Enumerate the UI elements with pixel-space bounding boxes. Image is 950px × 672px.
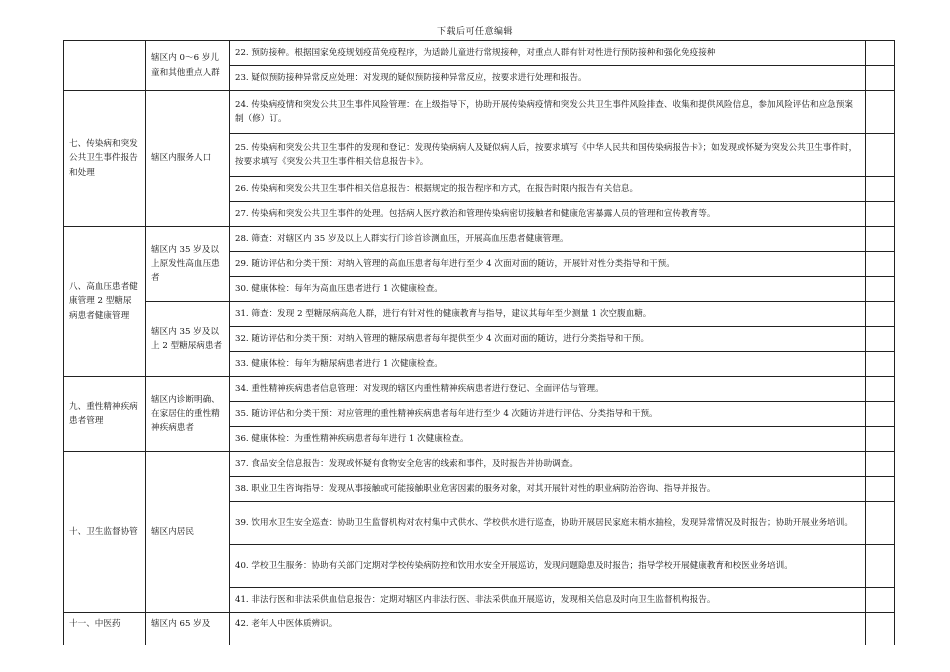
item-29: 29. 随访评估和分类干预：对纳入管理的高血压患者每年进行至少 4 次面对面的随访，开展针对性分类指导和干预。: [230, 252, 866, 277]
target-cell-10: 辖区内居民: [146, 452, 230, 613]
item-33: 33. 健康体检：每年为糖尿病患者进行 1 次健康检查。: [230, 352, 866, 377]
item-37: 37. 食品安全信息报告：发现或怀疑有食物安全危害的线索和事件，及时报告并协助调查。: [230, 452, 866, 477]
table-row: [64, 302, 895, 327]
item-24: 24. 传染病疫情和突发公共卫生事件风险管理：在上级指导下，协助开展传染病疫情和突发公共卫生事件风险排查、收集和提供风险信息，参加风险评估和应急预案制（修）订。: [230, 91, 866, 134]
category-cell-6: [64, 41, 146, 91]
item-31: 31. 筛查：发现 2 型糖尿病高危人群，进行有针对性的健康教育与指导，建议其每年至少测量 1 次空腹血糖。: [230, 302, 866, 327]
blank-cell: [866, 177, 895, 202]
item-41: 41. 非法行医和非法采供血信息报告：定期对辖区内非法行医、非法采供血开展巡访，发现相关信息及时向卫生监督机构报告。: [230, 588, 866, 613]
blank-cell: [866, 452, 895, 477]
blank-cell: [866, 252, 895, 277]
blank-cell: [866, 41, 895, 66]
blank-cell: [866, 327, 895, 352]
category-cell-8: 八、高血压患者健康管理 2 型糖尿病患者健康管理: [64, 227, 146, 377]
blank-cell: [866, 613, 895, 646]
target-cell-9: 辖区内诊断明确、在家居住的重性精神疾病患者: [146, 377, 230, 452]
blank-cell: [866, 302, 895, 327]
table-row: [64, 91, 895, 134]
table-row: [64, 41, 895, 66]
blank-cell: [866, 427, 895, 452]
blank-cell: [866, 377, 895, 402]
item-23: 23. 疑似预防接种异常反应处理：对发现的疑似预防接种异常反应，按要求进行处理和报告。: [230, 66, 866, 91]
blank-cell: [866, 134, 895, 177]
target-cell-6: 辖区内 0～6 岁儿童和其他重点人群: [146, 41, 230, 91]
blank-cell: [866, 545, 895, 588]
blank-cell: [866, 202, 895, 227]
blank-cell: [866, 277, 895, 302]
table-row: [64, 377, 895, 402]
item-27: 27. 传染病和突发公共卫生事件的处理。包括病人医疗救治和管理传染病密切接触者和健康危害暴露人员的管理和宣传教育等。: [230, 202, 866, 227]
category-cell-9: 九、重性精神疾病患者管理: [64, 377, 146, 452]
page-header: 下载后可任意编辑: [436, 27, 513, 37]
item-28: 28. 筛查：对辖区内 35 岁及以上人群实行门诊首诊测血压，开展高血压患者健康管理。: [230, 227, 866, 252]
item-32: 32. 随访评估和分类干预：对纳入管理的糖尿病患者每年提供至少 4 次面对面的随访，进行分类指导和干预。: [230, 327, 866, 352]
item-26: 26. 传染病和突发公共卫生事件相关信息报告：根据规定的报告程序和方式，在报告时限内报告有关信息。: [230, 177, 866, 202]
item-36: 36. 健康体检：为重性精神疾病患者每年进行 1 次健康检查。: [230, 427, 866, 452]
target-cell-8a: 辖区内 35 岁及以上原发性高血压患者: [146, 227, 230, 302]
table-row: [64, 227, 895, 252]
table-row: [64, 452, 895, 477]
target-cell-11: 辖区内 65 岁及: [146, 613, 230, 646]
item-34: 34. 重性精神疾病患者信息管理：对发现的辖区内重性精神疾病患者进行登记、全面评估与管理。: [230, 377, 866, 402]
category-cell-11: 十一、中医药: [64, 613, 146, 646]
blank-cell: [866, 402, 895, 427]
blank-cell: [866, 91, 895, 134]
item-25: 25. 传染病和突发公共卫生事件的发现和登记：发现传染病病人及疑似病人后，按要求填写《中华人民共和国传染病报告卡》；如发现或怀疑为突发公共卫生事件时，按要求填写《突发公共卫生事件相关信息报告卡》。: [230, 134, 866, 177]
target-cell-7: 辖区内服务人口: [146, 91, 230, 227]
blank-cell: [866, 502, 895, 545]
item-30: 30. 健康体检：每年为高血压患者进行 1 次健康检查。: [230, 277, 866, 302]
blank-cell: [866, 352, 895, 377]
item-38: 38. 职业卫生咨询指导：发现从事接触或可能接触职业危害因素的服务对象，对其开展针对性的职业病防治咨询、指导并报告。: [230, 477, 866, 502]
item-42: 42. 老年人中医体质辨识。: [230, 613, 866, 646]
category-cell-7: 七、传染病和突发公共卫生事件报告和处理: [64, 91, 146, 227]
blank-cell: [866, 588, 895, 613]
item-40: 40. 学校卫生服务：协助有关部门定期对学校传染病防控和饮用水安全开展巡访，发现问题隐患及时报告；指导学校开展健康教育和校医业务培训。: [230, 545, 866, 588]
blank-cell: [866, 227, 895, 252]
blank-cell: [866, 477, 895, 502]
item-39: 39. 饮用水卫生安全巡查：协助卫生监督机构对农村集中式供水、学校供水进行巡查，协助开展居民家庭末梢水抽检，发现异常情况及时报告；协助开展业务培训。: [230, 502, 866, 545]
category-cell-10: 十、卫生监督协管: [64, 452, 146, 613]
blank-cell: [866, 66, 895, 91]
item-35: 35. 随访评估和分类干预：对应管理的重性精神疾病患者每年进行至少 4 次随访并进行评估、分类指导和干预。: [230, 402, 866, 427]
item-22: 22. 预防接种。根据国家免疫规划疫苗免疫程序，为适龄儿童进行常规接种，对重点人群有针对性进行预防接种和强化免疫接种: [230, 41, 866, 66]
table-row: [64, 613, 895, 646]
target-cell-8b: 辖区内 35 岁及以上 2 型糖尿病患者: [146, 302, 230, 377]
service-table: [63, 40, 895, 645]
